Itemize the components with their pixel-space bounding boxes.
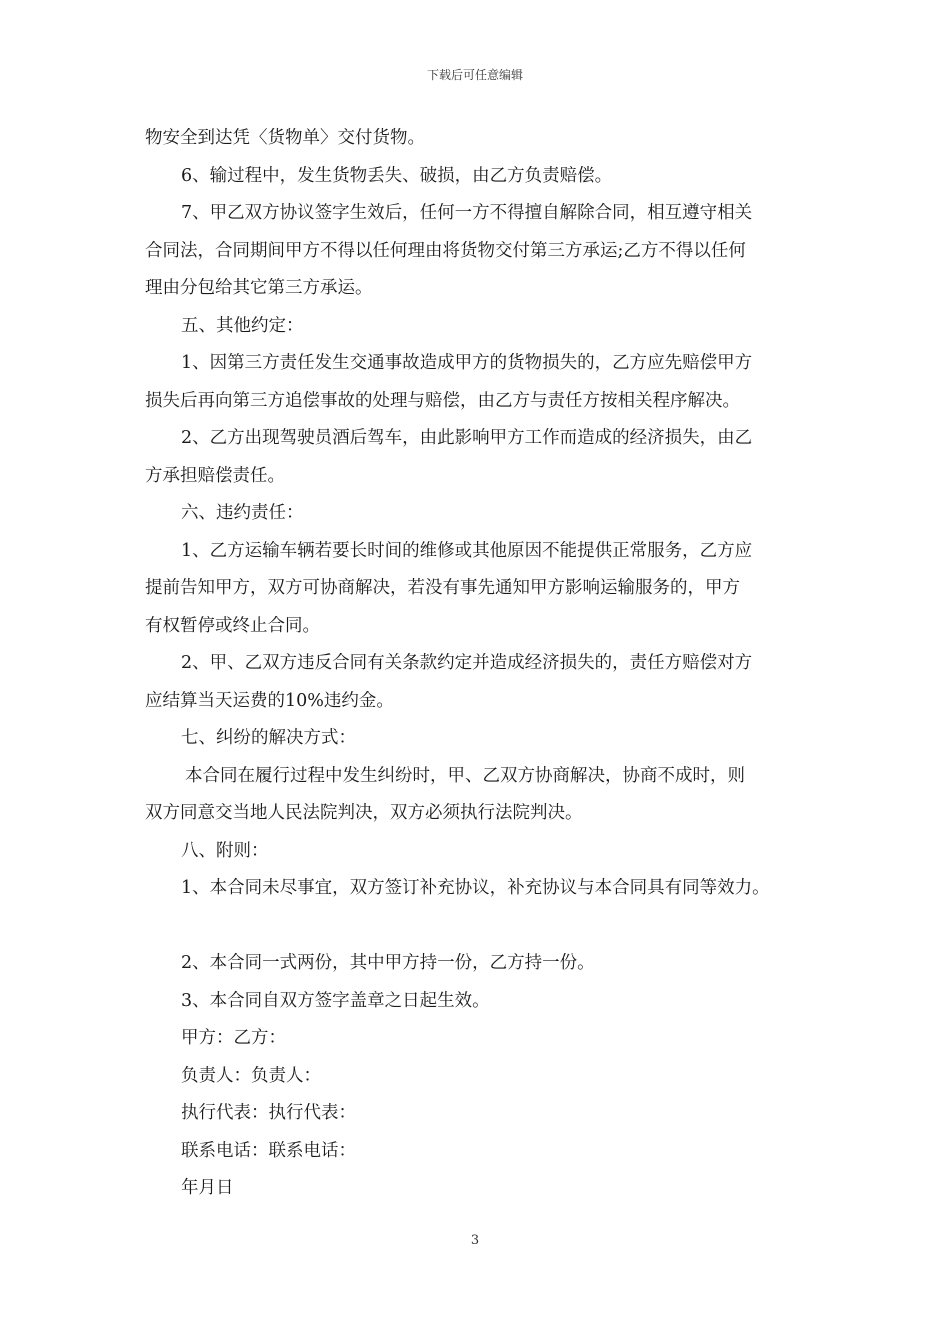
- paragraph-line: 物安全到达凭〈货物单〉交付货物。: [145, 128, 425, 148]
- signature-phone: 联系电话：联系电话：: [181, 1140, 356, 1161]
- page-header: 下载后可任意编辑: [426, 68, 523, 82]
- clause-5-2: 2、乙方出现驾驶员酒后驾车，由此影响甲方工作而造成的经济损失，由乙: [181, 428, 753, 448]
- section-heading-8: 八、附则：: [181, 840, 269, 861]
- signature-date: 年月日: [181, 1178, 234, 1198]
- paragraph-line: 有权暂停或终止合同。: [145, 615, 320, 636]
- clause-8-3: 3、本合同自双方签字盖章之日起生效。: [181, 990, 490, 1011]
- paragraph-line: 双方同意交当地人民法院判决，双方必须执行法院判决。: [145, 803, 583, 823]
- page-number: 3: [470, 1233, 480, 1248]
- blank-line: [145, 908, 815, 946]
- paragraph-line: 应结算当天运费的10%违约金。: [145, 690, 394, 711]
- clause-8-2: 2、本合同一式两份，其中甲方持一份，乙方持一份。: [181, 953, 595, 973]
- section-heading-7: 七、纠纷的解决方式：: [181, 728, 356, 748]
- clause-6: 6、输过程中，发生货物丢失、破损，由乙方负责赔偿。: [181, 165, 613, 186]
- clause-6-1: 1、乙方运输车辆若要长时间的维修或其他原因不能提供正常服务，乙方应: [181, 540, 753, 561]
- clause-5-1: 1、因第三方责任发生交通事故造成甲方的货物损失的，乙方应先赔偿甲方: [181, 353, 753, 373]
- paragraph-line: 损失后再向第三方追偿事故的处理与赔偿，由乙方与责任方按相关程序解决。: [145, 390, 740, 411]
- clause-8-1: 1、本合同未尽事宜，双方签订补充协议，补充协议与本合同具有同等效力。: [181, 878, 770, 898]
- clause-7: 7、甲乙双方协议签字生效后，任何一方不得擅自解除合同，相互遵守相关: [181, 203, 753, 223]
- signature-responsible: 负责人：负责人：: [181, 1065, 321, 1086]
- paragraph-line: 合同法，合同期间甲方不得以任何理由将货物交付第三方承运;乙方不得以任何: [145, 240, 746, 261]
- clause-6-2: 2、甲、乙双方违反合同有关条款约定并造成经济损失的，责任方赔偿对方: [181, 653, 753, 673]
- document-body: [145, 120, 815, 1208]
- signature-party: 甲方：乙方：: [181, 1028, 286, 1048]
- paragraph-line: 理由分包给其它第三方承运。: [145, 278, 373, 298]
- paragraph-line: 提前告知甲方，双方可协商解决，若没有事先通知甲方影响运输服务的，甲方: [145, 578, 740, 598]
- signature-representative: 执行代表：执行代表：: [181, 1103, 356, 1123]
- paragraph-line: 方承担赔偿责任。: [145, 465, 285, 486]
- section-heading-5: 五、其他约定：: [181, 315, 304, 336]
- section-heading-6: 六、违约责任：: [181, 503, 304, 523]
- clause-7-body: 本合同在履行过程中发生纠纷时，甲、乙双方协商解决，协商不成时，则: [185, 765, 745, 786]
